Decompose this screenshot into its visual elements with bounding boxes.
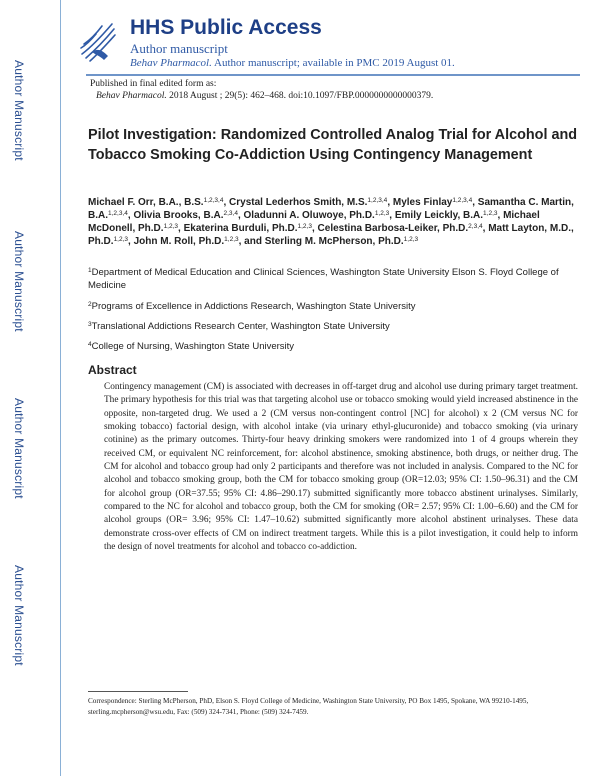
author-name: Sterling M. McPherson, Ph.D. <box>264 235 404 247</box>
author-affiliation-marker: 1,2,3 <box>163 222 179 230</box>
correspondence-footnote: Correspondence: Sterling McPherson, PhD, Elson S. Floyd College of Medicine, Washington State University, PO Box 1495, Spokane, WA 99210-1495, sterling.mcpherson@wsu.edu, Fax: (509) 324-7341, Phone: (509) 324-7459. <box>88 697 529 716</box>
author-separator: , <box>389 209 395 221</box>
affiliation-number: 2 <box>88 301 92 308</box>
affiliation-number: 3 <box>88 321 92 328</box>
author-affiliation-marker: 1,2,3,4 <box>108 209 128 217</box>
author-name: John M. Roll, Ph.D. <box>133 235 225 247</box>
author-affiliation-marker: 1,2,3 <box>403 235 419 243</box>
author-manuscript-label: Author Manuscript <box>12 565 26 666</box>
author-separator: , <box>237 209 244 221</box>
author-name: Oladunni A. Oluwoye, Ph.D. <box>243 209 375 221</box>
affiliation-number: 1 <box>88 267 92 274</box>
left-margin-sidebar <box>0 0 61 776</box>
author-name: Matt Layton, M.D., Ph.D. <box>88 222 574 247</box>
author-manuscript-label: Author Manuscript <box>12 60 26 161</box>
author-affiliation-marker: 1,2,3 <box>224 235 239 243</box>
author-affiliation-marker: 1,2,3 <box>374 209 390 217</box>
affiliation-3 <box>88 320 568 333</box>
author-affiliation-marker: 1,2,3,4 <box>367 197 388 204</box>
author-affiliation-marker: 1,2,3 <box>113 235 129 243</box>
author-name: Michael McDonell, Ph.D. <box>88 209 540 234</box>
author-separator: , <box>127 209 134 221</box>
author-separator: , <box>311 222 318 234</box>
affiliation-2 <box>88 300 568 313</box>
author-name: Myles Finlay <box>392 197 453 208</box>
author-affiliation-marker: 2,3,4 <box>223 209 238 217</box>
citation-line <box>96 91 433 101</box>
author-name: Michael F. Orr, B.A., B.S. <box>88 197 204 208</box>
affiliation-text: Department of Medical Education and Clinical Sciences, Washington State University Elson S. Floyd College of Medicine <box>88 267 559 291</box>
author-separator: , <box>178 222 184 234</box>
author-name: Olivia Brooks, B.A. <box>133 209 224 221</box>
affiliation-1 <box>88 266 568 292</box>
journal-name: Behav Pharmacol. <box>130 57 212 69</box>
author-separator: , <box>387 197 393 208</box>
author-name: Ekaterina Burduli, Ph.D. <box>183 222 298 234</box>
hhs-header-title: HHS Public Access <box>130 16 322 39</box>
author-separator: , <box>472 197 478 208</box>
author-affiliation-marker: 1,2,3 <box>483 209 498 217</box>
abstract-body: Contingency management (CM) is associated with decreases in off-target drug and alcohol use during primary target treatment. The primary hypothesis for this trial was that targeting alcohol use or tobacco smoking would yield increased abstinence in the opposite, non-targeted drug. We used a 2 (CM versus non-contingent control [NC] for alcohol) x 2 (CM versus NC for smoking tobacco) factorial design, with alcohol intake (via urinary ethyl-glucuronide) and tobacco smoking (via urinary cotinine) as the primary outcomes. Thirty-four heavy drinking smokers were randomized into 1 of 4 groups wherein they received CM, or equivalent NC reinforcement, for: alcohol abstinence, smoking abstinence, both drugs, or neither drug. The CM for alcohol and tobacco group had only 2 participants and therefore was not included in analysis. Compared to the NC for alcohol and tobacco smoking group, both the CM for tobacco smoking group (OR=12.03; 95% CI: 1.50–96.31) and the CM for alcohol group (OR=37.55; 95% CI: 4.86–290.17) submitted significantly more tobacco abstinent urinalyses. Similarly, compared to the NC for alcohol and tobacco group, both the CM for smoking (OR= 2.57; 95% CI: 1.00–6.60) and the CM for alcohol groups (OR= 3.96; 95% CI: 1.47–10.62) submitted significantly more alcohol abstinent urinalyses. These data demonstrate cross-over effects of CM on indirect treatment targets. While this is a pilot investigation, it could help to inform the design of novel treatments for alcohol and tobacco co-addiction. <box>104 382 578 553</box>
author-affiliation-marker: 1,2,3 <box>297 222 312 230</box>
author-separator: , <box>223 197 230 208</box>
author-name: Crystal Lederhos Smith, M.S. <box>229 197 368 208</box>
author-name: Emily Leickly, B.A. <box>394 209 484 221</box>
author-affiliation-marker: 1,2,3,4 <box>452 197 473 204</box>
affiliation-text: College of Nursing, Washington State University <box>91 341 295 352</box>
header-divider <box>86 74 580 76</box>
abstract-heading: Abstract <box>88 363 137 377</box>
affiliation-text: Programs of Excellence in Addictions Research, Washington State University <box>91 301 416 312</box>
citation-text: 2018 August ; 29(5): 462–468. doi:10.1097/FBP.0000000000000379. <box>169 91 434 101</box>
author-separator: , and <box>238 235 265 247</box>
author-name: Samantha C. Martin, B.A. <box>88 197 574 221</box>
author-manuscript-label: Author Manuscript <box>12 231 26 332</box>
author-separator: , <box>128 235 134 247</box>
availability-text: Author manuscript; available in PMC 2019 August 01. <box>214 57 455 69</box>
affiliation-text: Translational Addictions Research Center, Washington State University <box>91 321 390 332</box>
author-separator: , <box>497 209 504 221</box>
affiliation-4 <box>88 340 568 353</box>
footnote-divider <box>88 691 188 692</box>
published-label: Published in final edited form as: <box>90 79 217 89</box>
author-list <box>88 197 588 249</box>
author-affiliation-marker: 1,2,3,4 <box>203 197 224 204</box>
author-name: Celestina Barbosa-Leiker, Ph.D. <box>317 222 469 234</box>
affiliation-number: 4 <box>88 341 92 348</box>
author-separator: , <box>482 222 489 234</box>
paper-title: Pilot Investigation: Randomized Controlled Analog Trial for Alcohol and Tobacco Smoking Co-Addiction Using Contingency Management <box>88 127 578 163</box>
citation-journal: Behav Pharmacol. <box>96 91 167 101</box>
author-affiliation-marker: 2,3,4 <box>468 222 483 230</box>
hhs-eagle-logo-icon <box>78 14 118 66</box>
author-manuscript-subtitle: Author manuscript <box>130 41 228 56</box>
author-manuscript-label: Author Manuscript <box>12 398 26 499</box>
availability-line <box>130 57 455 69</box>
